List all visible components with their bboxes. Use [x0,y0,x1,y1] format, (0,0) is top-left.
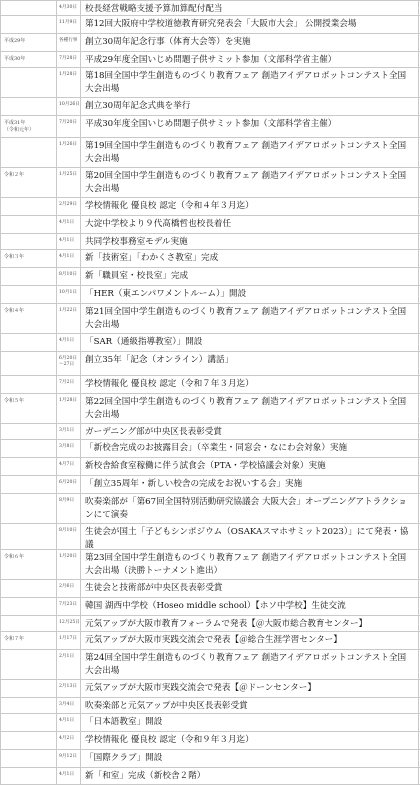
event-text: 第12回大阪府中学校道徳教育研究発表会「大阪市大会」 公開授業会場 [85,19,357,29]
event-cell [81,116,419,137]
event-cell [81,216,419,233]
date-label: 3月8日 [59,444,75,449]
table-row [0,285,420,303]
year-cell [0,234,57,249]
table-row [0,493,420,523]
year-cell [0,16,57,33]
event-text: 「SAR（通級指導教室）」開設 [85,337,203,347]
event-cell [81,458,419,475]
year-label: 令和５年 [4,398,25,404]
table-row [0,351,420,375]
date-label: 1月25日 [59,172,77,177]
event-text: 元気アップが大阪市実践交流会で発表【＠ドーンセンター】 [85,683,316,693]
table-row [0,393,420,423]
date-label: 1月28日 [59,72,77,77]
table-row [0,697,420,713]
event-text: 生徒会と技術部が中央区長表彰受賞 [85,583,223,593]
date-cell [57,440,81,457]
year-cell [0,116,57,137]
event-text: 「新校舎完成のお披露目会」（卒業生・同窓会・なにわ会対象）実施 [85,443,348,453]
date-cell [57,650,81,679]
year-cell [0,598,57,615]
year-cell [0,476,57,493]
date-cell [57,250,81,267]
event-cell [81,98,419,115]
event-cell [81,198,419,215]
year-cell [0,334,57,351]
date-cell [57,494,81,523]
date-cell [57,732,81,749]
event-text: 新「職員室・校長室」完成 [85,271,189,281]
date-cell [57,52,81,67]
date-cell [57,680,81,697]
table-row [0,423,420,439]
table-row [0,33,420,51]
date-cell [57,632,81,649]
table-row [0,333,420,351]
event-cell [81,268,419,285]
date-cell [57,98,81,115]
event-text: 第21回全国中学生創造ものづくり教育フェア 創造アイデアロボットコンテスト全国大会出場 [85,307,407,330]
year-cell [0,168,57,197]
date-cell [57,138,81,167]
year-cell [0,394,57,423]
table-row [0,167,420,197]
table-row [0,597,420,615]
event-text: 第22回全国中学生創造ものづくり教育フェア 創造アイデアロボットコンテスト全国大会出場 [85,397,407,420]
year-cell [0,34,57,51]
table-row [0,137,420,167]
date-label: 9月12日 [59,754,77,759]
table-row [0,615,420,631]
table-row [0,67,420,97]
date-label: 1月22日 [59,308,77,313]
table-row [0,749,420,767]
date-label: 4月1日 [59,238,75,243]
date-label: 2月6日 [59,584,75,589]
event-text: 新校舎給食室稼働に伴う試食会（PTA・学校協議会対象）実施 [85,461,326,471]
year-cell [0,550,57,579]
year-label: 平成30年 [4,56,26,62]
event-cell [81,580,419,597]
date-cell [57,352,81,375]
date-label: 11月9日 [59,20,77,25]
table-row [0,0,420,15]
date-label: 2月29日 [59,202,77,207]
table-row [0,767,420,785]
date-cell [57,68,81,97]
event-cell [81,768,419,784]
year-cell [0,198,57,215]
event-text: 学校情報化 優良校 認定（令和４年３月迄） [85,201,254,211]
table-row [0,549,420,579]
year-cell [0,732,57,749]
date-cell [57,286,81,303]
date-cell [57,116,81,137]
date-label: 4月30日 [59,5,77,10]
event-cell [81,524,419,549]
date-label: 10月26日 [59,102,80,107]
date-cell [57,424,81,439]
event-cell [81,550,419,579]
year-cell [0,650,57,679]
event-text: 創立30周年記念式典を挙行 [85,101,191,111]
date-label: 4月1日 [59,772,75,777]
table-row [0,51,420,67]
event-text: 「国際クラブ」開設 [85,753,163,763]
year-cell [0,524,57,549]
date-label: 1月26日 [59,142,77,147]
date-label: 4月2日 [59,736,75,741]
table-row [0,303,420,333]
table-row [0,215,420,233]
table-row [0,475,420,493]
year-cell [0,616,57,631]
event-cell [81,750,419,767]
year-cell [0,1,57,15]
table-row [0,713,420,731]
date-label: 4月1日 [59,220,75,225]
event-text: 吹奏楽部と元気アップが中央区長表彰受賞 [85,701,248,711]
event-text: 大淀中学校より９代髙橋哲也校長着任 [85,219,232,229]
year-label: 令和６年 [4,554,25,560]
year-cell [0,680,57,697]
date-label: 1月17日 [59,636,77,641]
event-cell [81,598,419,615]
event-text: 平成29年度全国いじめ問題子供サミット参加（文部科学省主催） [85,55,337,65]
event-text: 元気アップが大阪市実践交流会で発表【＠総合生涯学習センター】 [85,635,342,645]
date-cell [57,394,81,423]
year-label: 令和４年 [4,308,25,314]
event-text: 「HER（東エンパワメントルーム）」開設 [85,289,247,299]
table-row [0,267,420,285]
year-cell [0,98,57,115]
date-cell [57,580,81,597]
event-text: 第19回全国中学生創造ものづくり教育フェア 創造アイデアロボットコンテスト全国大会出場 [85,141,407,164]
event-text: 生徒会が国土「子どもシンポジウム（OSAKAスマホサミット2023）」にて発表・協議 [85,527,409,550]
event-cell [81,138,419,167]
year-cell [0,68,57,97]
date-label: 7月23日 [59,602,77,607]
year-cell [0,268,57,285]
year-cell [0,304,57,333]
date-label: 8月9日 [59,498,75,503]
event-text: 共同学校事務室モデル実施 [85,237,188,247]
year-label: 平成31年 （令和元年） [4,120,35,133]
event-cell [81,698,419,713]
date-label: 7月20日 [59,120,77,125]
date-label: 1月28日 [59,398,77,403]
event-text: 韓国 湖西中学校（Hoseo middle school）【ホソ中学校】生徒交流 [85,601,346,611]
event-text: ガーデニング部が中央区長表彰受賞 [85,427,222,437]
event-text: 創立30周年記念行事（体育大会等）を実施 [85,37,251,47]
table-row [0,457,420,475]
table-row [0,15,420,33]
date-label: 3月4日 [59,702,75,707]
table-row [0,233,420,249]
date-cell [57,714,81,731]
date-label: 2月13日 [59,684,77,689]
table-row [0,197,420,215]
year-cell [0,750,57,767]
table-row [0,631,420,649]
year-label: 令和２年 [4,172,25,178]
date-label: 各種行事 [59,38,78,43]
event-text: 校長経営戦略支援予算加算配付配当 [85,4,223,14]
table-row [0,523,420,549]
date-label: 2月1日 [59,654,75,659]
table-row [0,679,420,697]
date-cell [57,216,81,233]
date-cell [57,1,81,15]
date-cell [57,598,81,615]
event-cell [81,34,419,51]
year-cell [0,250,57,267]
event-text: 「創立35周年・新しい校舎の完成をお祝いする会」実施 [85,479,303,489]
year-cell [0,216,57,233]
event-text: 学校情報化 優良校 認定（令和７年３月迄） [85,379,254,389]
event-text: 新「和室」完成（新校舎２階） [85,771,206,781]
year-label: 平成29年 [4,38,26,44]
table-row [0,439,420,457]
date-cell [57,268,81,285]
year-label: 令和３年 [4,254,25,260]
event-cell [81,352,419,375]
event-cell [81,1,419,15]
event-cell [81,650,419,679]
date-label: 7月28日 [59,56,77,61]
year-cell [0,494,57,523]
event-cell [81,632,419,649]
year-cell [0,52,57,67]
year-cell [0,580,57,597]
event-text: 第23回全国中学生創造ものづくり教育フェア 創造アイデアロボットコンテスト全国大会出場（決勝トーナメント進出） [85,553,407,576]
event-cell [81,616,419,631]
event-text: 第18回全国中学生創造ものづくり教育フェア 創造アイデアロボットコンテスト全国大会出場 [85,71,407,94]
date-label: 12月25日 [59,620,80,625]
event-cell [81,168,419,197]
date-label: 8月10日 [59,272,77,277]
date-label: 4月1日 [59,254,75,259]
table-row [0,375,420,393]
event-text: 新「技術室」「わかくさ教室」完成 [85,253,219,263]
date-cell [57,334,81,351]
event-cell [81,376,419,393]
event-cell [81,424,419,439]
date-label: 1月20日 [59,554,77,559]
date-cell [57,698,81,713]
date-cell [57,234,81,249]
event-cell [81,286,419,303]
date-cell [57,304,81,333]
event-cell [81,250,419,267]
date-label: 6月20日 [59,480,77,485]
date-label: 7月2日 [59,380,75,385]
date-cell [57,168,81,197]
table-row [0,115,420,137]
event-cell [81,52,419,67]
date-cell [57,550,81,579]
year-cell [0,698,57,713]
date-cell [57,458,81,475]
date-cell [57,476,81,493]
event-cell [81,680,419,697]
event-cell [81,494,419,523]
date-cell [57,524,81,549]
event-text: 第20回全国中学生創造ものづくり教育フェア 創造アイデアロボットコンテスト全国大会出場 [85,171,407,194]
table-row [0,249,420,267]
date-label: 3月1日 [59,428,75,433]
event-cell [81,68,419,97]
event-text: 吹奏楽部が「第67回全国特別活動研究協議会 大阪大会」オープニングアトラクションにて演奏 [85,497,407,520]
date-cell [57,616,81,631]
year-cell [0,714,57,731]
date-cell [57,16,81,33]
date-label: 4月7日 [59,462,75,467]
year-cell [0,352,57,375]
event-text: 「日本語教室」開設 [85,717,163,727]
year-cell [0,286,57,303]
date-label: 8月10日 [59,528,77,533]
event-text: 学校情報化 優良校 認定（令和９年３月迄） [85,735,254,745]
table-row [0,579,420,597]
event-cell [81,16,419,33]
year-cell [0,458,57,475]
event-cell [81,476,419,493]
event-cell [81,732,419,749]
event-text: 平成30年度全国いじめ問題子供サミット参加（文部科学省主催） [85,119,337,129]
event-cell [81,440,419,457]
year-label: 令和７年 [4,636,25,642]
date-cell [57,34,81,51]
table-row [0,731,420,749]
event-cell [81,234,419,249]
year-cell [0,138,57,167]
year-cell [0,376,57,393]
date-label: 6月20日～27日 [59,356,77,367]
date-label: 10月1日 [59,290,77,295]
year-cell [0,768,57,784]
year-cell [0,632,57,649]
event-text: 第24回全国中学生創造ものづくり教育フェア 創造アイデアロボットコンテスト全国大会出場 [85,653,407,676]
event-cell [81,304,419,333]
date-cell [57,198,81,215]
event-cell [81,714,419,731]
table-row [0,97,420,115]
date-cell [57,768,81,784]
table-row [0,649,420,679]
date-cell [57,376,81,393]
date-label: 4月1日 [59,718,75,723]
event-text: 元気アップが大阪市教育フォーラムで発表【＠大阪市総合教育センター】 [85,619,368,629]
date-cell [57,750,81,767]
event-cell [81,334,419,351]
date-label: 4月1日 [59,338,75,343]
event-text: 創立35年「記念（オンライン）講話」 [85,355,234,365]
event-cell [81,394,419,423]
year-cell [0,440,57,457]
year-cell [0,424,57,439]
